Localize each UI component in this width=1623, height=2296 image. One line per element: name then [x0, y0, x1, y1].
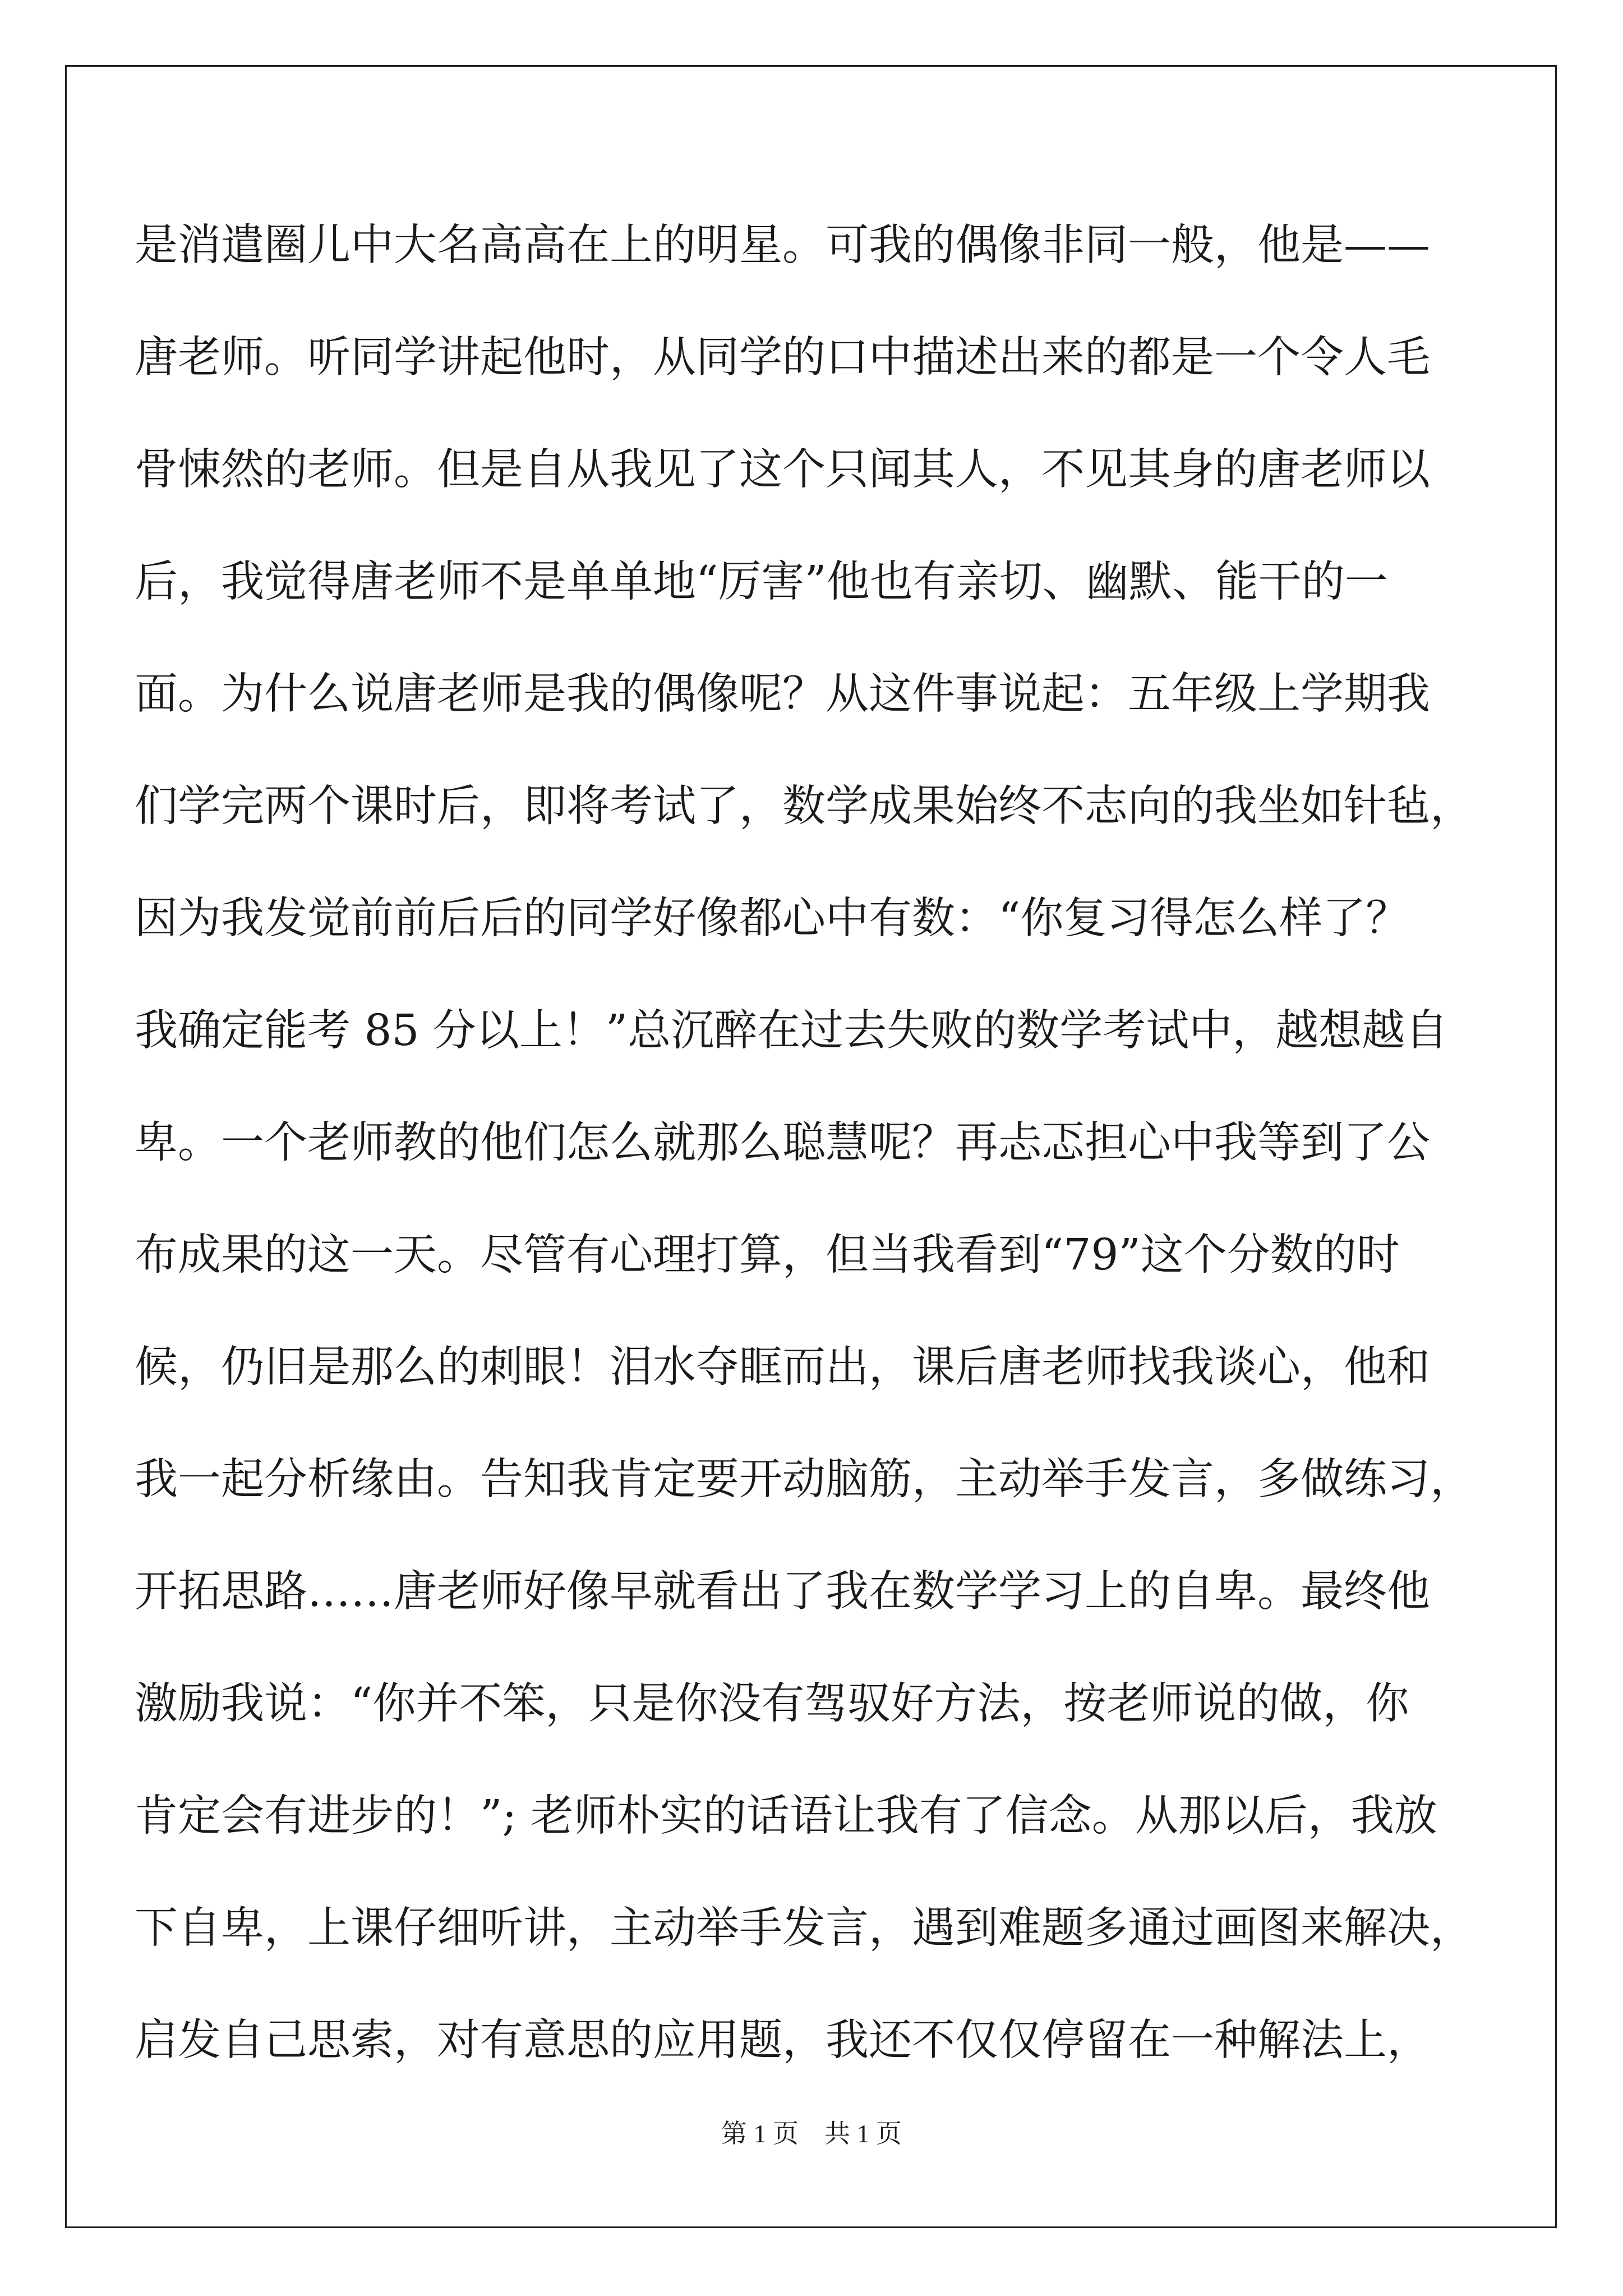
text-line: 骨悚然的老师。但是自从我见了这个只闻其人，不见其身的唐老师以 [135, 445, 1430, 495]
text-line: 唐老师。听同学讲起他时，从同学的口中描述出来的都是一个令人毛 [135, 333, 1430, 383]
text-line: 肯定会有进步的！”; 老师朴实的话语让我有了信念。从那以后，我放 [135, 1791, 1437, 1841]
text-line: 卑。一个老师教的他们怎么就那么聪慧呢？再忐忑担心中我等到了公 [135, 1118, 1430, 1168]
text-line: 启发自己思索，对有意思的应用题，我还不仅仅停留在一种解法上， [135, 2016, 1430, 2065]
text-line: 们学完两个课时后，即将考试了，数学成果始终不志向的我坐如针毡， [135, 781, 1473, 831]
text-line: 开拓思路……唐老师好像早就看出了我在数学学习上的自卑。最终他 [135, 1567, 1430, 1617]
text-line: 面。为什么说唐老师是我的偶像呢？从这件事说起：五年级上学期我 [135, 669, 1430, 719]
text-line: 我一起分析缘由。告知我肯定要开动脑筋，主动举手发言，多做练习， [135, 1455, 1473, 1504]
text-line: 后，我觉得唐老师不是单单地“厉害”他也有亲切、幽默、能干的一 [135, 557, 1388, 607]
text-line: 下自卑，上课仔细听讲，主动举手发言，遇到难题多通过画图来解决， [135, 1903, 1473, 1953]
text-line: 布成果的这一天。尽管有心理打算，但当我看到“79”这个分数的时 [135, 1230, 1400, 1280]
text-line: 我确定能考 85 分以上！”总沉醉在过去失败的数学考试中，越想越自 [135, 1006, 1449, 1056]
page-number-footer: 第 1 页 共 1 页 [721, 2119, 902, 2148]
text-line: 因为我发觉前前后后的同学好像都心中有数：“你复习得怎么样了？ [135, 894, 1409, 944]
text-line: 是消遣圈儿中大名高高在上的明星。可我的偶像非同一般，他是—— [135, 220, 1430, 270]
text-line: 候，仍旧是那么的刺眼！泪水夺眶而出，课后唐老师找我谈心，他和 [135, 1342, 1430, 1392]
text-line: 激励我说：“你并不笨，只是你没有驾驭好方法，按老师说的做，你 [135, 1679, 1409, 1729]
